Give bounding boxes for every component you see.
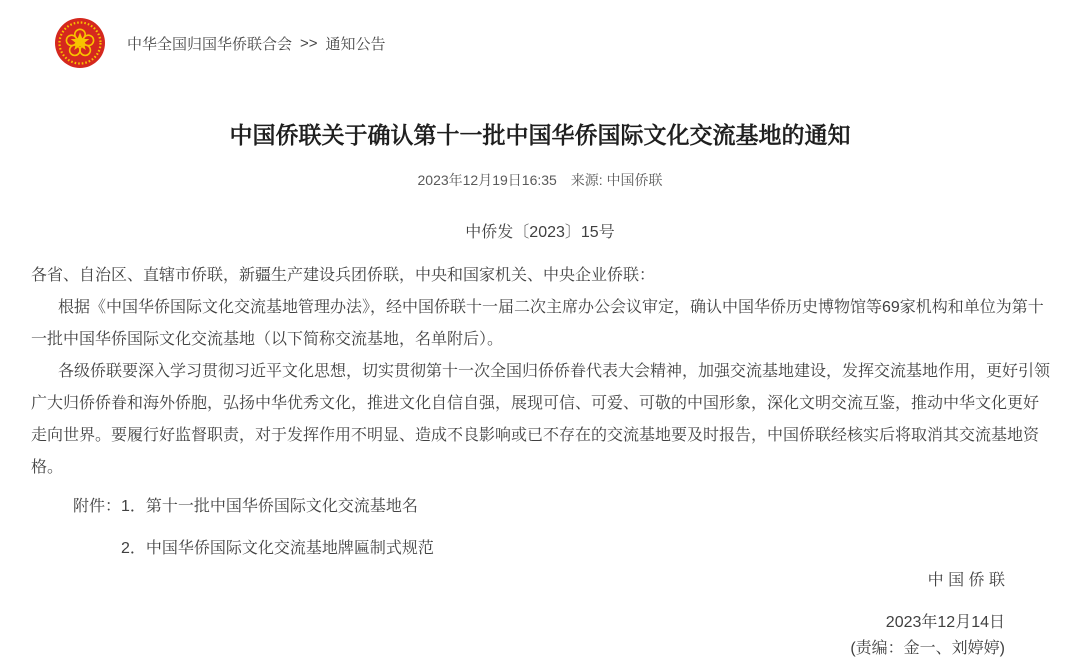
attachments-label: 附件： [73,498,122,515]
document-number: 中侨发〔2023〕15号 [465,224,615,241]
article-title: 中国侨联关于确认第十一批中国华侨国际文化交流基地的通知 [229,122,851,148]
article [0,120,1080,658]
signature-org: 中 国 侨 联 [927,572,1005,589]
breadcrumb-separator: >> [300,34,318,52]
breadcrumb-section-link[interactable]: 通知公告 [325,35,386,53]
article-source: 来源: 中国侨联 [570,172,663,188]
breadcrumb-site-link[interactable]: 中华全国归国华侨联合会 [127,35,293,53]
attachment-item [73,498,1050,516]
signature-date: 2023年12月14日 [885,614,1005,631]
body-paragraph: 根据《中国华侨国际文化交流基地管理办法》，经中国侨联十一届二次主席办公会议审定，确认中国华侨历史博物馆等69家机构和单位为第十一批中国华侨国际文化交流基地（以下简称交流基地，名单附后）。 [31,299,1044,348]
attachment-1: 1．第十一批中国华侨国际文化交流基地名 [121,498,418,515]
article-body [31,260,1050,484]
signature-block [0,572,1080,658]
editor-credit: (责编：金一、刘婷婷) [850,640,1005,657]
attachments [73,498,1050,558]
article-meta [0,172,1080,188]
publish-time: 2023年12月19日16:35 [417,172,557,188]
body-paragraph: 各级侨联要深入学习贯彻习近平文化思想，切实贯彻第十一次全国归侨侨眷代表大会精神，加强交流基地建设，发挥交流基地作用，更好引领广大归侨侨眷和海外侨胞，弘扬中华优秀文化，推进文化自信自强，展现可信、可爱、可敬的中国形象，深化文明交流互鉴，推动中华文化更好走向世界。要履行好监督职责，对于发挥作用不明显、造成不良影响或已不存在的交流基地要及时报告，中国侨联经核实后将取消其交流基地资格。 [31,363,1051,476]
attachment-2: 2．中国华侨国际文化交流基地牌匾制式规范 [121,540,434,557]
federation-emblem-icon [55,18,105,68]
salutation: 各省、自治区、直辖市侨联，新疆生产建设兵团侨联，中央和国家机关、中央企业侨联： [31,267,656,284]
breadcrumb [127,33,386,54]
attachment-item [121,540,1050,558]
site-header [0,0,1080,68]
